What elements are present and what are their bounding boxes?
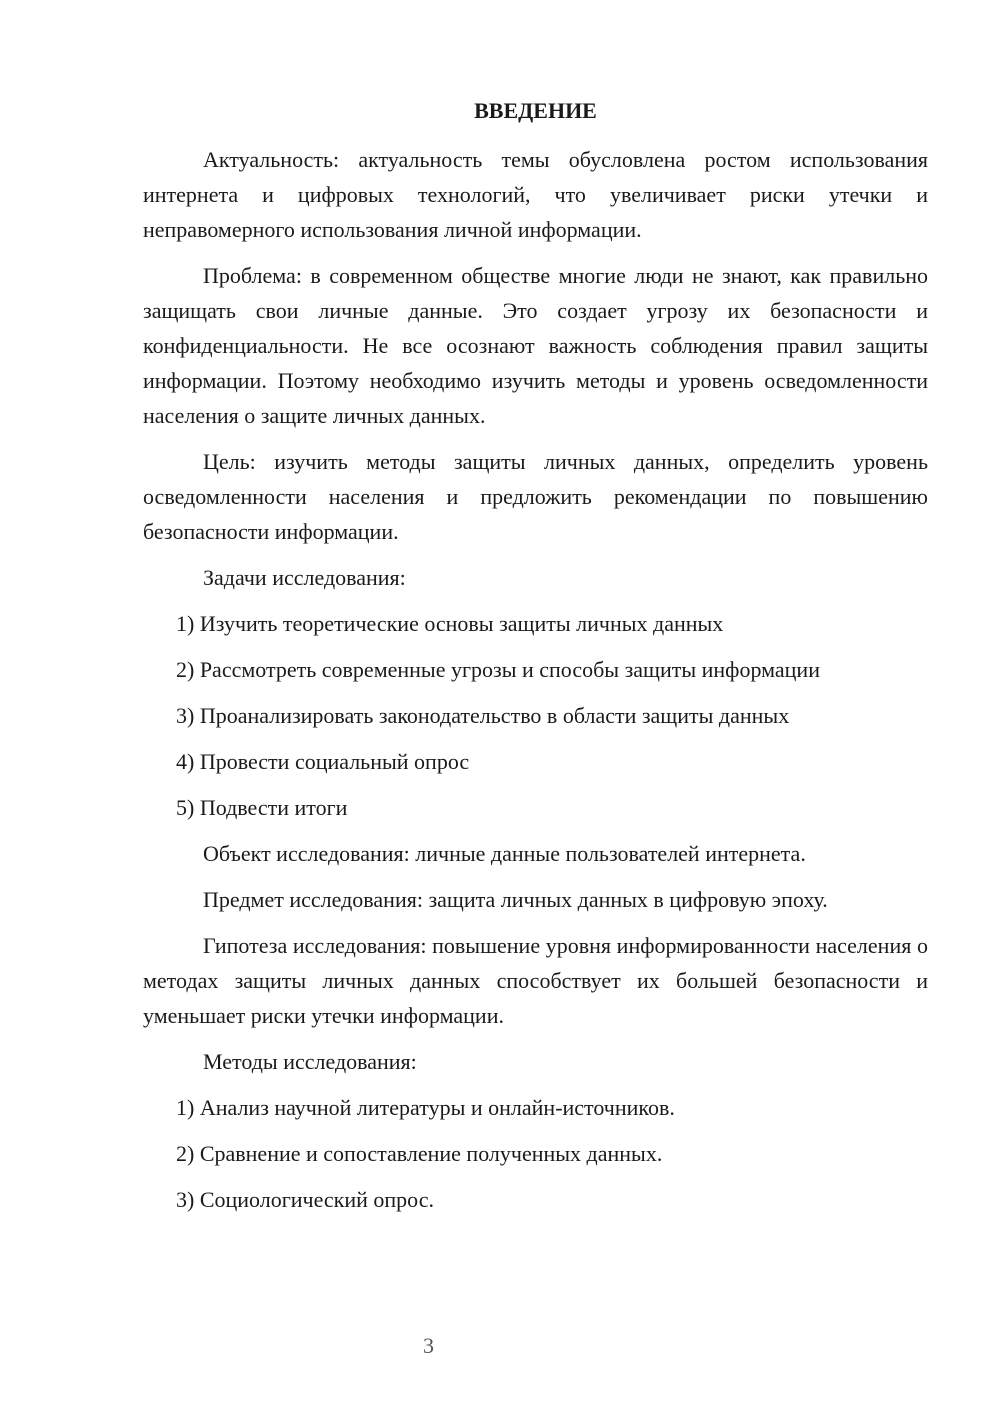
object-paragraph: Объект исследования: личные данные пользователей интернета. (203, 841, 806, 866)
task-item-2: 2) Рассмотреть современные угрозы и способы защиты информации (176, 657, 820, 682)
task-item-3: 3) Проанализировать законодательство в области защиты данных (176, 703, 790, 728)
method-item-2: 2) Сравнение и сопоставление полученных данных. (176, 1141, 663, 1166)
tasks-title: Задачи исследования: (203, 565, 406, 590)
relevance-paragraph: Актуальность: актуальность темы обусловлена ростом использования интернета и цифровых технологий, что увеличивает риски утечки и неправомерного использования личной информации. (143, 147, 928, 242)
method-item-1: 1) Анализ научной литературы и онлайн-источников. (176, 1095, 675, 1120)
task-item-5: 5) Подвести итоги (176, 795, 348, 820)
methods-title: Методы исследования: (203, 1049, 417, 1074)
document-body (143, 142, 928, 1228)
problem-paragraph: Проблема: в современном обществе многие люди не знают, как правильно защищать свои личные данные. Это создает угрозу их безопасности и конфиденциальности. Не все осознают важность соблюдения правил защиты информации. Поэтому необходимо изучить методы и уровень осведомленности населения о защите личных данных. (143, 263, 928, 428)
task-item-1: 1) Изучить теоретические основы защиты личных данных (176, 611, 724, 636)
goal-paragraph: Цель: изучить методы защиты личных данных, определить уровень осведомленности населения и предложить рекомендации по повышению безопасности информации. (143, 449, 928, 544)
document-page (143, 0, 928, 1414)
subject-paragraph: Предмет исследования: защита личных данных в цифровую эпоху. (203, 887, 828, 912)
page-title: ВВЕДЕНИЕ (474, 98, 597, 123)
hypothesis-paragraph: Гипотеза исследования: повышение уровня информированности населения о методах защиты личных данных способствует их большей безопасности и уменьшает риски утечки информации. (143, 933, 928, 1028)
task-item-4: 4) Провести социальный опрос (176, 749, 470, 774)
method-item-3: 3) Социологический опрос. (176, 1187, 434, 1212)
page-number: 3 (423, 1333, 434, 1358)
